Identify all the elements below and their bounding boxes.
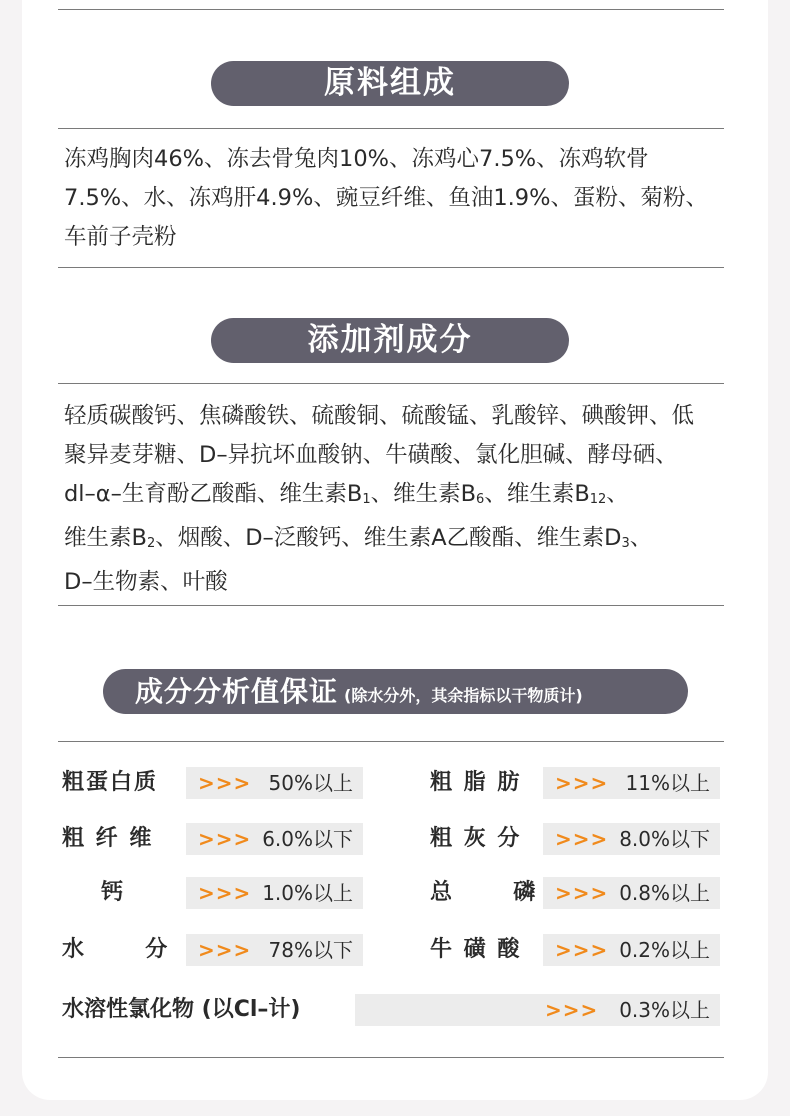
- arrow-icon: >>>: [198, 938, 252, 962]
- raw-materials-text: 冻鸡胸肉46%、冻去骨兔肉10%、冻鸡心7.5%、冻鸡软骨 7.5%、水、冻鸡肝4.9%、豌豆纤维、鱼油1.9%、蛋粉、菊粉、 车前子壳粉: [64, 146, 708, 250]
- analysis-value-box: [355, 994, 720, 1026]
- additives-text-seg: 、: [606, 481, 629, 507]
- additives-text-seg: 、: [629, 525, 653, 551]
- additives-text-seg: 、维生素B: [370, 481, 477, 507]
- arrow-icon: >>>: [555, 938, 609, 962]
- analysis-label: 粗蛋白质: [62, 770, 159, 795]
- additives-text-seg: 维生素B: [64, 525, 147, 551]
- divider: [58, 741, 724, 742]
- analysis-label: 牛 磺 酸: [430, 937, 522, 962]
- analysis-label: 钙: [101, 880, 124, 905]
- additives-line: [64, 519, 728, 563]
- analysis-value: 0.3%以上: [619, 998, 710, 1022]
- additives-text-seg: dl–α–生育酚乙酸酯、维生素B: [64, 481, 363, 507]
- analysis-note: (除水分外，其余指标以干物质计): [344, 686, 583, 705]
- additives-text-seg: 、烟酸、D–泛酸钙、维生素A乙酸酯、维生素D: [155, 525, 622, 551]
- divider: [58, 605, 724, 606]
- section-title-analysis: [103, 669, 688, 714]
- divider: [58, 1057, 724, 1058]
- analysis-value: 8.0%以下: [619, 827, 710, 851]
- analysis-value-box: [186, 823, 363, 855]
- analysis-label: 水 分: [62, 937, 168, 962]
- analysis-value: 0.8%以上: [619, 881, 710, 905]
- analysis-value-box: [186, 767, 363, 799]
- analysis-value: 0.2%以上: [619, 938, 710, 962]
- analysis-value-box: [543, 934, 720, 966]
- divider: [58, 267, 724, 268]
- section-title-raw-materials: 原料组成: [211, 61, 569, 106]
- subscript: 12: [589, 492, 607, 507]
- arrow-icon: >>>: [545, 998, 599, 1022]
- analysis-label: 粗 脂 肪: [430, 770, 522, 795]
- subscript: 1: [362, 492, 371, 507]
- arrow-icon: >>>: [198, 771, 252, 795]
- analysis-label: 粗 灰 分: [430, 826, 522, 851]
- analysis-value-box: [543, 877, 720, 909]
- arrow-icon: >>>: [555, 771, 609, 795]
- subscript: 3: [621, 536, 630, 551]
- additives-line: D–生物素、叶酸: [64, 569, 228, 595]
- analysis-value: 78%以下: [268, 938, 353, 962]
- additives-text-seg: 、维生素B: [484, 481, 590, 507]
- analysis-value-box: [543, 823, 720, 855]
- divider: [58, 9, 724, 10]
- analysis-value: 50%以上: [268, 771, 353, 795]
- arrow-icon: >>>: [555, 827, 609, 851]
- analysis-value-box: [186, 877, 363, 909]
- analysis-label: 总 磷: [430, 880, 536, 905]
- additives-line: 轻质碳酸钙、焦磷酸铁、硫酸铜、硫酸锰、乳酸锌、碘酸钾、低: [64, 403, 695, 429]
- analysis-label: 水溶性氯化物 (以Cl–计): [62, 997, 301, 1022]
- divider: [58, 383, 724, 384]
- subscript: 2: [146, 536, 156, 551]
- arrow-icon: >>>: [198, 827, 252, 851]
- analysis-value-box: [186, 934, 363, 966]
- section-title-additives: 添加剂成分: [211, 318, 569, 363]
- additives-text: [64, 397, 728, 602]
- divider: [58, 128, 724, 129]
- analysis-label: 粗 纤 维: [62, 826, 154, 851]
- analysis-value: 6.0%以下: [262, 827, 353, 851]
- additives-line: [64, 475, 728, 519]
- subscript: 6: [476, 492, 485, 507]
- analysis-value-box: [543, 767, 720, 799]
- arrow-icon: >>>: [555, 881, 609, 905]
- additives-line: 聚异麦芽糖、D–异抗坏血酸钠、牛磺酸、氯化胆碱、酵母硒、: [64, 442, 678, 468]
- analysis-value: 11%以上: [625, 771, 710, 795]
- arrow-icon: >>>: [198, 881, 252, 905]
- analysis-value: 1.0%以上: [262, 881, 353, 905]
- analysis-title: 成分分析值保证: [135, 675, 339, 708]
